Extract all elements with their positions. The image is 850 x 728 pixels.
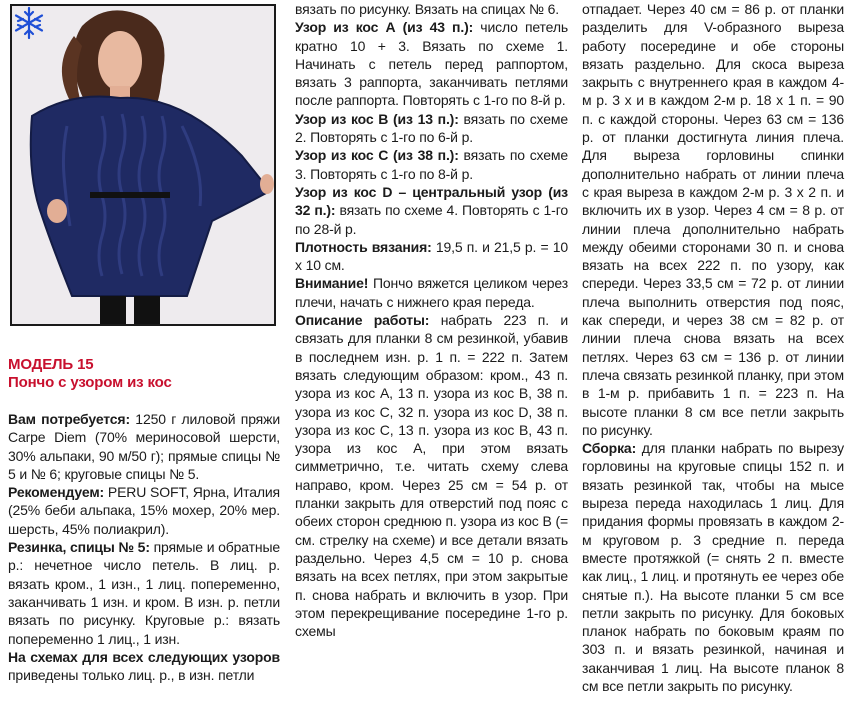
work-paragraph bbox=[295, 311, 568, 640]
rib-paragraph bbox=[8, 538, 280, 648]
pattern-a-heading: Узор из кос А (из 43 п.): bbox=[295, 19, 474, 36]
pattern-c-text: вязать по схеме 3. Повторять с 1-го по 8-й р. bbox=[295, 147, 568, 182]
schemes-heading: На схемах для всех следующих узоров bbox=[8, 648, 280, 665]
pattern-d-paragraph bbox=[295, 183, 568, 238]
assembly-paragraph bbox=[582, 439, 844, 695]
pattern-a-paragraph bbox=[295, 18, 568, 109]
pattern-c-paragraph bbox=[295, 146, 568, 183]
right-column bbox=[582, 0, 844, 695]
model-photo bbox=[10, 4, 276, 326]
work-heading: Описание работы: bbox=[295, 312, 430, 329]
recommend-paragraph bbox=[8, 483, 280, 538]
pattern-c-heading: Узор из кос С (из 38 п.): bbox=[295, 147, 459, 164]
attention-text: Пончо вяжется целиком через плечи, начать с нижнего края переда. bbox=[295, 275, 568, 310]
pattern-d-heading: Узор из кос D – центральный узор (из 32 п.): bbox=[295, 183, 568, 219]
attention-paragraph bbox=[295, 274, 568, 311]
schemes-paragraph bbox=[8, 648, 280, 685]
rib-heading: Резинка, спицы № 5: bbox=[8, 539, 150, 556]
recommend-heading: Рекомендуем: bbox=[8, 484, 105, 501]
pattern-b-heading: Узор из кос В (из 13 п.): bbox=[295, 110, 459, 127]
materials-paragraph bbox=[8, 410, 280, 483]
model-subtitle: Пончо с узором из кос bbox=[8, 374, 172, 391]
schemes-text: приведены только лиц. р., в изн. петли bbox=[8, 667, 255, 684]
model-photo-illustration bbox=[12, 6, 274, 324]
density-text: 19,5 п. и 21,5 р. = 10 x 10 см. bbox=[295, 238, 568, 274]
density-paragraph bbox=[295, 238, 568, 275]
pattern-a-text: число петель кратно 10 + 3. Вязать по схеме 1. Начинать с петель перед раппортом, вязать 3 раппорта, заканчивать петлями после раппорта. Повторять с 1-го по 8-й р. bbox=[295, 19, 568, 109]
work-text: набрать 223 п. и связать для планки 8 см резинкой, убавив в последнем изн. р. 1 п. = 222 п. Затем вязать следующим образом: кром., 43 п. узора из кос А, 13 п. узора из кос В, 38 п. узора из кос С, 32 п. узора из кос D, 38 п. узора из кос С, 13 п. узора из кос В, 43 п. узора из кос А, при этом вязать симметрично, т.е. читать схему слева направо, кром. Через 25 см = 54 р. от планки закрыть для отверстий под пояс с обеих сторон среднюю п. узора из кос В (= см. стрелку на схеме) и все детали вязать раздельно. Через 4,5 см = 10 р. снова вязать на всех петлях, при этом закрытые п. снова набрать и включить в узор. При этом перекрещивание посередине 1-го р. схемы bbox=[295, 312, 568, 640]
model-title: МОДЕЛЬ 15 bbox=[8, 356, 94, 373]
left-column bbox=[8, 0, 280, 684]
density-heading: Плотность вязания: bbox=[295, 238, 432, 255]
assembly-heading: Сборка: bbox=[582, 440, 637, 457]
pattern-b-text: вязать по схеме 2. Повторять с 1-го по 6-й р. bbox=[295, 110, 568, 146]
materials-text: 1250 г лиловой пряжи Carpe Diem (70% мериносовой шерсти, 30% альпаки, 90 м/50 г); прямые спицы № 5 и № 6; круговые спицы № 5. bbox=[8, 411, 280, 482]
pattern-b-paragraph bbox=[295, 110, 568, 147]
recommend-text: PERU SOFT, Ярна, Италия (25% беби альпака, 15% мохер, 20% мер. шерсть, 45% полиакрил). bbox=[8, 484, 280, 537]
materials-heading: Вам потребуется: bbox=[8, 411, 130, 427]
pattern-d-text: вязать по схеме 4. Повторять с 1-го по 28-й р. bbox=[295, 202, 568, 237]
assembly-text: для планки набрать по вырезу горловины на круговые спицы 152 п. и вязать резинкой так, чтобы на мысе выреза переда находилась 1 лиц. Для придания формы провязать в каждом 2-м круговом р. 3 средние п. переда вместе протяжкой (= снять 2 п. вместе как лиц., 1 лиц. и протянуть ее через обе снятые п.). На высоте планки 5 см все петли закрыть по рисунку. Для боковых планок набрать по боковым краям по 303 п. и вязать резинкой, начиная и заканчивая 1 лиц. На высоте планок 8 см все петли закрыть по рисунку. bbox=[582, 440, 844, 694]
rib-text: прямые и обратные р.: нечетное число петель. В лиц. р. вязать кром., 1 изн., 1 лиц. попеременно, заканчивать 1 изн. и кром. В изн. р. петли вязать по рисунку. Круговые р.: вязать попеременно 1 лиц., 1 изн. bbox=[8, 539, 280, 647]
middle-column bbox=[295, 0, 568, 640]
continuation-paragraph: отпадает. Через 40 см = 86 р. от планки разделить для V-образного выреза работу посередине и обе стороны вязать раздельно. Для скоса выреза закрыть с внутреннего края в каждом 4-м р. 3 х и в каждом 2-м р. 18 х 1 п. = 90 п. с каждой стороны. Через 63 см = 136 р. от планки достигнута линия плеча. Для выреза горловины спинки дополнительно набрать от линии плеча с края выреза в каждом 2-м р. 3 х 2 п. и включить их в узор. Через 4 см = 8 р. от линии плеча дополнительно набрать между обеими сторонами 30 п. и снова вязать на всех 222 п. по узору, как спереди. Через 33,5 см = 72 р. от линии плеча выполнить отверстия под пояс, как спереди, и через 38 см = 82 р. от линии плеча снова вязать на всех петлях. Через 63 см = 136 р. от линии плеча связать резинкой планку, при этом в 1-м р. прибавить 1 п. = 223 п. На высоте планки 8 см все петли закрыть по рисунку. bbox=[582, 1, 844, 438]
attention-heading: Внимание! bbox=[295, 275, 369, 292]
intro-paragraph: вязать по рисунку. Вязать на спицах № 6. bbox=[295, 1, 559, 17]
snowflake-icon bbox=[12, 6, 46, 40]
